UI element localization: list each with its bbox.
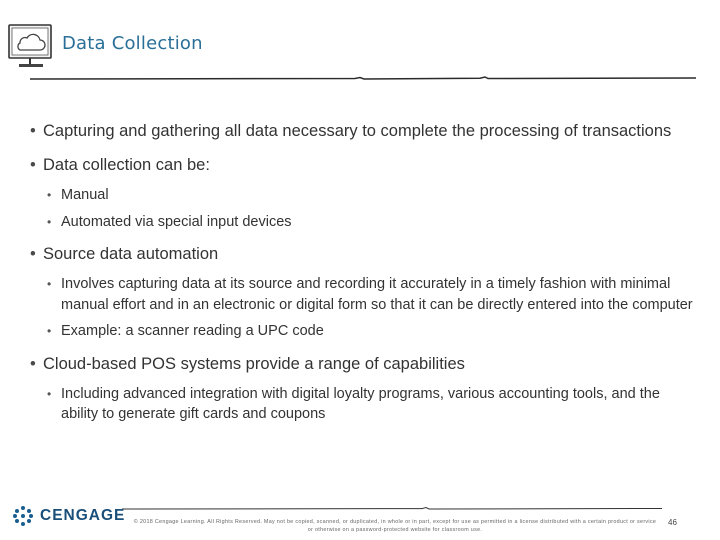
bullet-text: Data collection can be:: [43, 156, 210, 174]
sub-bullet-text: Including advanced integration with digital loyalty programs, various accounting tools, and the ability to generate gift cards and coupons: [61, 385, 660, 422]
bullet-item: [30, 244, 700, 265]
slide-title: Data Collection: [62, 33, 203, 54]
cengage-logo-icon: [12, 505, 34, 527]
sub-bullet-list: [30, 185, 700, 232]
sub-bullet-text: Involves capturing data at its source and recording it accurately in a timely fashion with minimal manual effort and in an electronic or digital form so that it can be directly entered into the computer: [61, 276, 693, 313]
bullet-list: [30, 121, 700, 437]
bullet-text: Capturing and gathering all data necessary to complete the processing of transactions: [43, 122, 672, 140]
sub-bullet-item: [30, 384, 700, 425]
sub-bullet-dot: •: [47, 277, 52, 291]
page-number: 46: [668, 518, 677, 527]
cengage-logo: [12, 504, 125, 528]
bullet-dot: •: [30, 156, 36, 174]
bullet-item: [30, 155, 700, 176]
bullet-text: Cloud-based POS systems provide a range of capabilities: [43, 354, 465, 373]
bullet-dot: •: [30, 354, 36, 373]
sub-bullet-list: [30, 384, 700, 425]
bullet-dot: •: [30, 245, 36, 263]
title-divider: [30, 70, 696, 80]
bullet-dot: •: [30, 122, 36, 140]
sub-bullet-text: Example: a scanner reading a UPC code: [61, 323, 324, 339]
sub-bullet-dot: •: [47, 188, 52, 202]
bullet-text: Source data automation: [43, 245, 219, 263]
sub-bullet-text: Manual: [61, 187, 109, 203]
cloud-monitor-icon: [6, 22, 58, 74]
sub-bullet-dot: •: [47, 214, 52, 229]
sub-bullet-dot: •: [47, 386, 52, 401]
sub-bullet-text: Automated via special input devices: [61, 213, 292, 230]
copyright-notice: © 2018 Cengage Learning. All Rights Reserved. May not be copied, scanned, or duplicated, in whole or in part, except for use as permitted in a license distributed with a certain product or service or otherwise on a password-protected website for classroom use.: [133, 519, 657, 533]
sub-bullet-dot: •: [47, 324, 52, 338]
bullet-item: [30, 354, 700, 375]
logo-text: CENGAGE: [40, 507, 126, 524]
sub-bullet-item: [30, 212, 700, 233]
sub-bullet-list: [30, 274, 700, 342]
sub-bullet-item: [30, 274, 700, 315]
sub-bullet-item: [30, 185, 700, 206]
sub-bullet-item: [30, 321, 700, 342]
footer-divider: [122, 500, 662, 508]
bullet-item: [30, 121, 700, 142]
